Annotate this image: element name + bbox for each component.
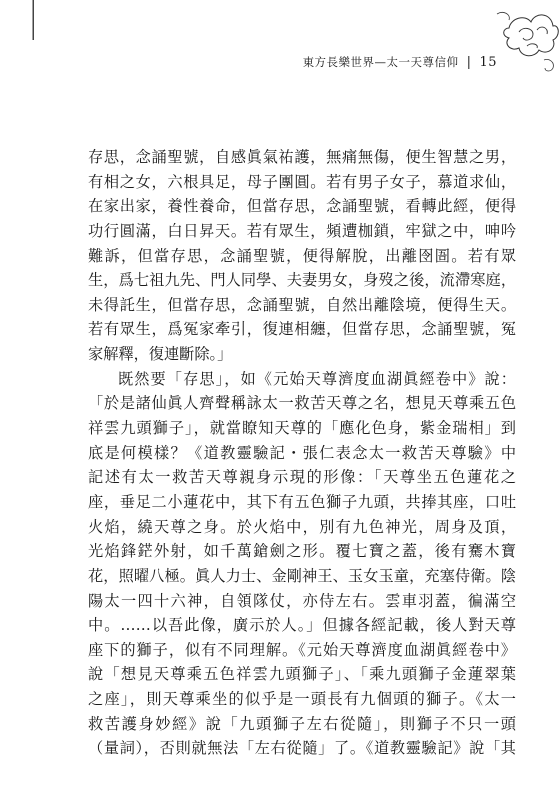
- text-line: 若有眾生，爲冤家牽引，復連相纏，但當存思，念誦聖號，冤: [88, 320, 516, 339]
- text-line: 存思，念誦聖號，自感眞氣祐護，無痛無傷，便生智慧之男，: [88, 148, 516, 166]
- text-line: 陽太一四十六神，自領隊仗，亦侍左右。雲車羽蓋，徧滿空: [88, 591, 516, 610]
- text-line: 在家出家，養性養命，但當存思，念誦聖號，看轉此經，便得: [88, 197, 516, 216]
- corner-frame-ornament: [0, 0, 60, 60]
- page-number: 15: [479, 54, 497, 70]
- running-header: [0, 52, 497, 72]
- text-line: 救苦護身妙經》說「九頭獅子左右從隨」，則獅子不只一頭: [88, 714, 516, 733]
- text-line: 花，照曜八極。眞人力士、金剛神王、玉女玉童，充塞侍衛。陰: [88, 566, 516, 585]
- text-line: 難訴，但當存思，念誦聖號，便得解脫，出離囹圄。若有眾: [88, 246, 516, 265]
- text-line: 火焰，繞天尊之身。於火焰中，別有九色神光，周身及頂，: [88, 517, 516, 536]
- text-line: 未得託生，但當存思，念誦聖號，自然出離陰境，便得生天。: [88, 295, 516, 314]
- text-line: （量詞），否則就無法「左右從隨」了。《道教靈驗記》說「其: [88, 739, 516, 758]
- text-line: 底是何模樣？《道教靈驗記・張仁表念太一救苦天尊驗》中: [88, 443, 516, 462]
- text-line: 既然要「存思」，如《元始天尊濟度血湖眞經卷中》說：: [118, 369, 516, 388]
- cloud-ornament-icon: [449, 0, 559, 90]
- text-line: 祥雲九頭獅子」，就當瞭知天尊的「應化色身，紫金瑞相」到: [88, 419, 516, 438]
- text-line: 座，垂足二小蓮花中，其下有五色獅子九頭，共捧其座，口吐: [88, 492, 516, 511]
- text-line: 中。……以吾此像，廣示於人。」但據各經記載，後人對天尊: [88, 616, 516, 635]
- text-line: 說「想見天尊乘五色祥雲九頭獅子」、「乘九頭獅子金蓮翠葉: [88, 665, 516, 684]
- body-text: [88, 145, 516, 761]
- text-line: 座下的獅子，似有不同理解。《元始天尊濟度血湖眞經卷中》: [88, 640, 516, 659]
- text-line: 記述有太一救苦天尊親身示現的形像：「天尊坐五色蓮花之: [88, 468, 516, 487]
- text-line: 「於是諸仙眞人齊聲稱詠太一救苦天尊之名，想見天尊乘五色: [88, 394, 516, 413]
- text-line: 生，爲七祖九先、門人同學、夫妻男女，身歿之後，流滯寒庭，: [88, 271, 516, 290]
- text-line: 功行圓滿，白日昇天。若有眾生，頻遭枷鎖，牢獄之中，呻吟: [88, 221, 516, 240]
- text-line: 有相之女，六根具足，母子團圓。若有男子女子，慕道求仙，: [88, 172, 516, 191]
- text-line: 光焰鋒鋩外射，如千萬鎗劍之形。覆七寶之蓋，後有騫木寶: [88, 542, 516, 561]
- running-header-title: 東方長樂世界—太一天尊信仰: [302, 55, 459, 69]
- text-line: 之座」，則天尊乘坐的似乎是一頭長有九個頭的獅子。《太一: [88, 690, 516, 709]
- text-line: 家解釋，復連斷除。」: [88, 345, 233, 364]
- header-separator: |: [466, 54, 472, 70]
